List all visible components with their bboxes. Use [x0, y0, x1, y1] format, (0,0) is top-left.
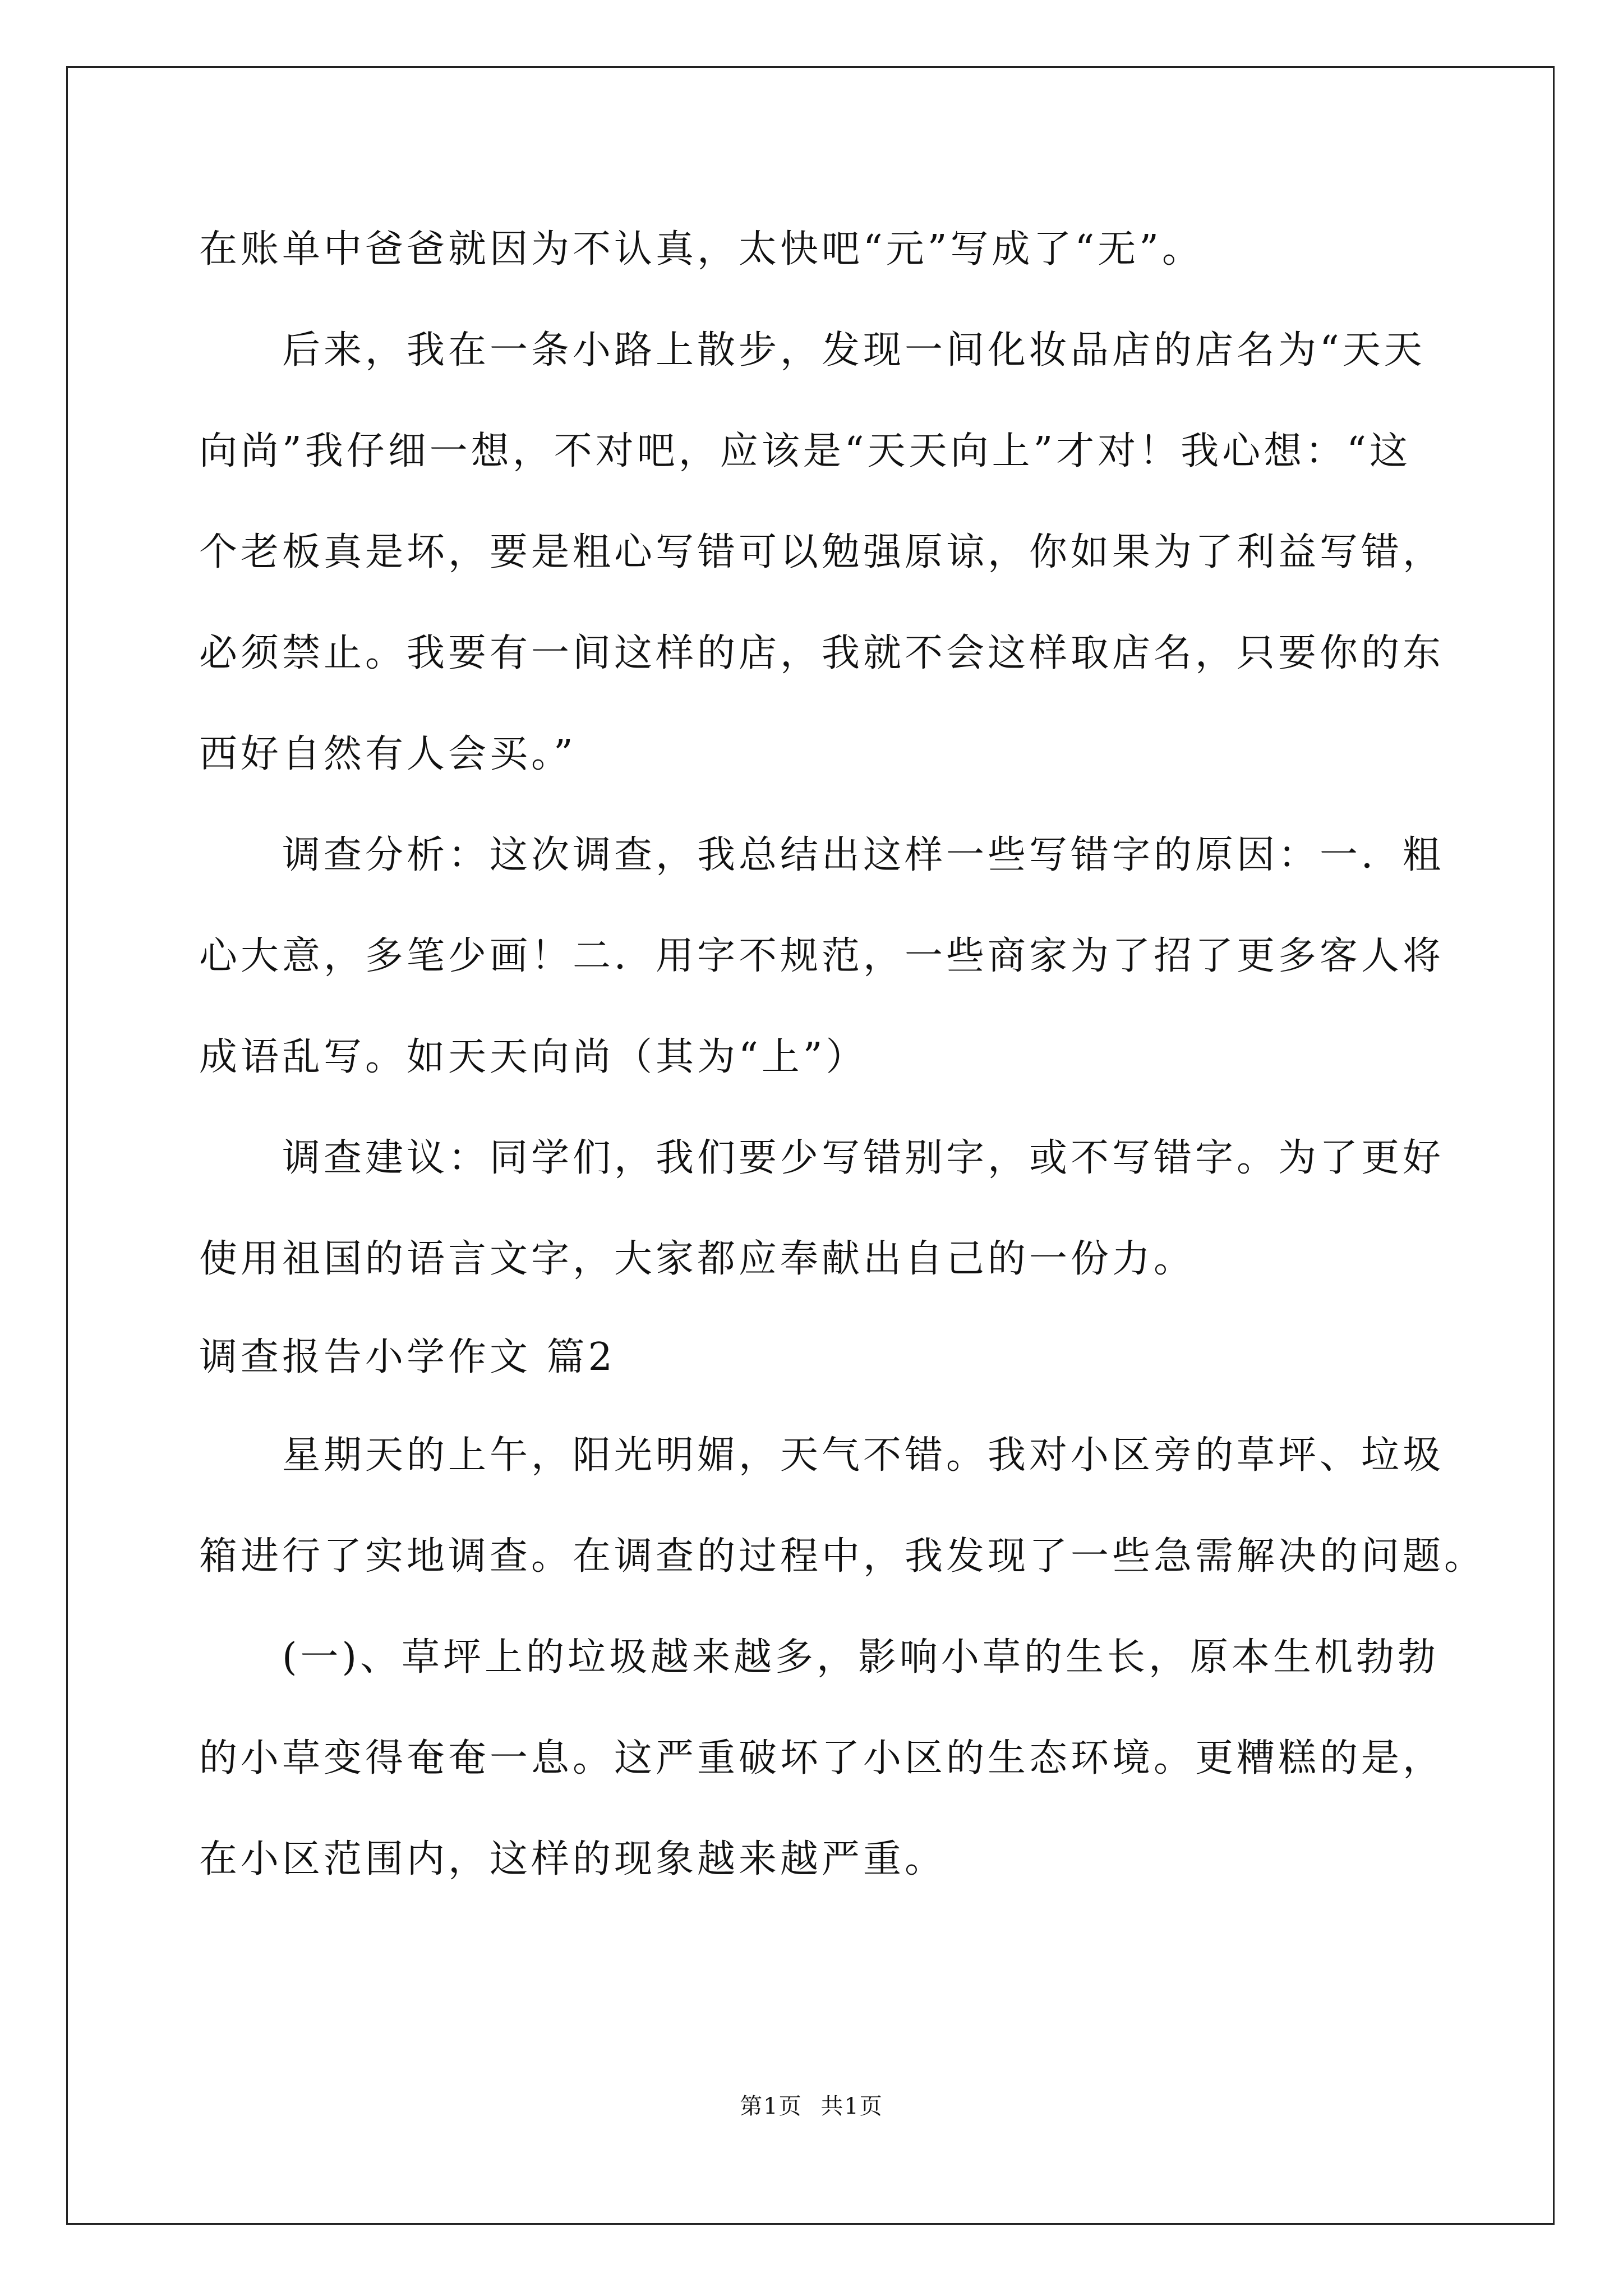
paragraph-line: 调查分析：这次调查，我总结出这样一些写错字的原因：一．粗 — [282, 833, 1445, 877]
paragraph-line: 成语乱写。如天天向尚（其为“上”） — [199, 1035, 868, 1079]
paragraph-line: 星期天的上午，阳光明媚，天气不错。我对小区旁的草坪、垃圾 — [282, 1433, 1445, 1478]
paragraph-line: 的小草变得奄奄一息。这严重破坏了小区的生态环境。更糟糕的是， — [199, 1736, 1445, 1780]
paragraph-line: 使用祖国的语言文字，大家都应奉献出自己的一份力。 — [199, 1237, 1196, 1281]
paragraph-line: 后来，我在一条小路上散步，发现一间化妆品店的店名为“天天 — [282, 328, 1426, 372]
paragraph-line: 向尚”我仔细一想，不对吧，应该是“天天向上”才对！我心想：“这 — [199, 429, 1412, 473]
paragraph-line: (一)、草坪上的垃圾越来越多，影响小草的生长，原本生机勃勃 — [282, 1635, 1440, 1680]
paragraph-line: 个老板真是坏，要是粗心写错可以勉强原谅，你如果为了利益写错， — [199, 530, 1445, 574]
paragraph-line: 心大意，多笔少画！二．用字不规范，一些商家为了招了更多客人将 — [199, 934, 1445, 978]
page-footer: 第1页 共1页 — [740, 2093, 883, 2119]
paragraph-line: 在账单中爸爸就因为不认真，太快吧“元”写成了“无”。 — [199, 227, 1204, 272]
paragraph-line: 西好自然有人会买。” — [199, 732, 577, 776]
paragraph-line: 在小区范围内，这样的现象越来越严重。 — [199, 1837, 947, 1881]
paragraph-line: 必须禁止。我要有一间这样的店，我就不会这样取店名，只要你的东 — [199, 631, 1445, 675]
section-heading: 调查报告小学作文 篇2 — [199, 1335, 616, 1379]
paragraph-line: 调查建议：同学们，我们要少写错别字，或不写错字。为了更好 — [282, 1136, 1445, 1180]
paragraph-line: 箱进行了实地调查。在调查的过程中，我发现了一些急需解决的问题。 — [199, 1534, 1486, 1579]
